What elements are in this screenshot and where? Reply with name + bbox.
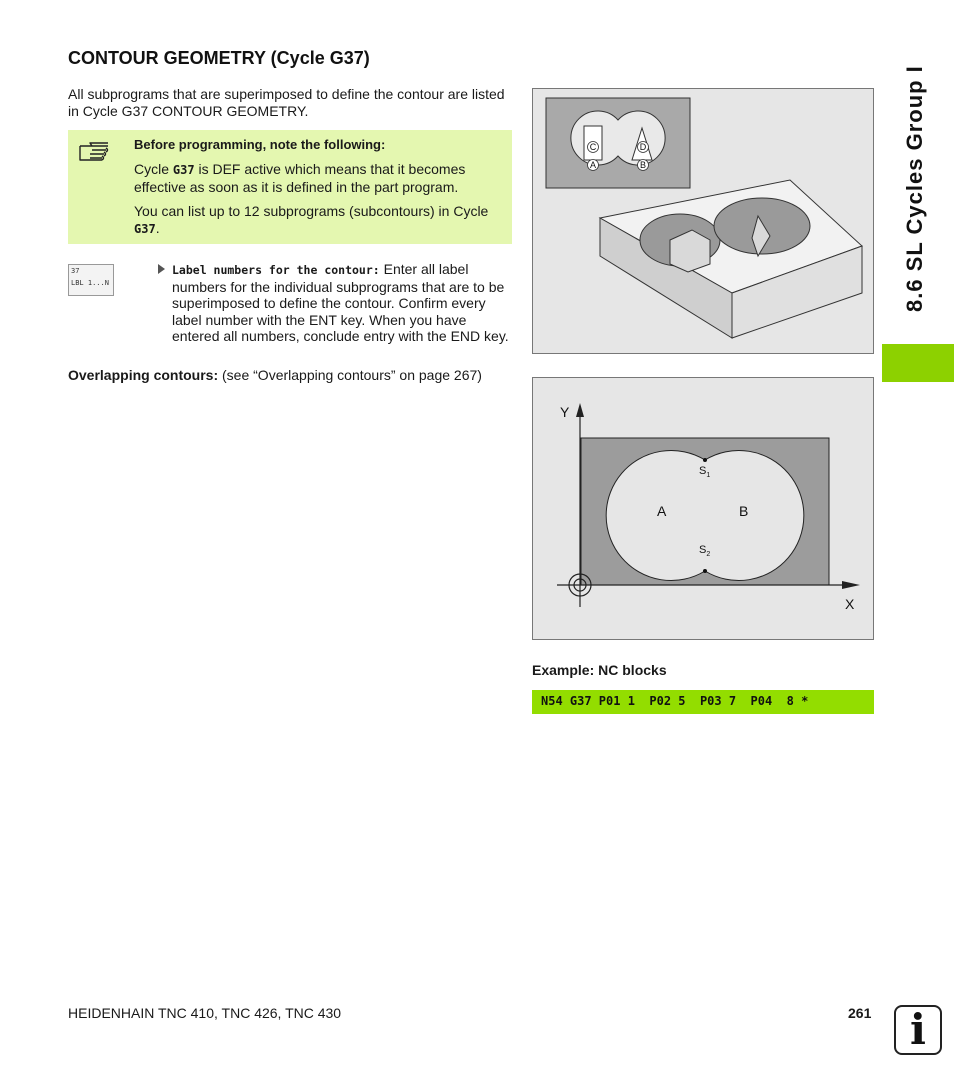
note-p1-pre: Cycle bbox=[134, 161, 173, 177]
inset-label-b: B bbox=[639, 160, 647, 170]
parameter-label: Label numbers for the contour: bbox=[172, 263, 380, 277]
contour-geometry-softkey bbox=[68, 264, 114, 296]
note-p2-pre: You can list up to 12 subprograms (subcontours) in Cycle bbox=[134, 203, 489, 219]
pointing-hand-icon bbox=[78, 140, 112, 164]
nc-code-block bbox=[532, 690, 874, 714]
region-a-label: A bbox=[657, 503, 667, 519]
chapter-marker bbox=[882, 344, 954, 382]
axis-x-label: X bbox=[845, 596, 855, 612]
overlapping-label: Overlapping contours: bbox=[68, 367, 219, 383]
footer-text: HEIDENHAIN TNC 410, TNC 426, TNC 430 bbox=[68, 1005, 342, 1021]
softkey-line-1: 37 bbox=[71, 267, 80, 275]
overlap-figure bbox=[532, 377, 874, 640]
note-p1-post: is DEF active which means that it becomes effective as soon as it is defined in the part program. bbox=[134, 161, 466, 195]
intro-text: All subprograms that are superimposed to define the contour are listed in Cycle G37 CONTOUR GEOMETRY. bbox=[68, 86, 505, 119]
example-heading: Example: NC blocks bbox=[532, 662, 667, 678]
nc-code-line: N54 G37 P01 1 P02 5 P03 7 P04 8 * bbox=[541, 694, 809, 708]
note-p2-code: G37 bbox=[134, 222, 156, 236]
softkey-line-2: LBL 1...N bbox=[71, 279, 109, 287]
point-s2 bbox=[703, 569, 707, 573]
note-paragraph-1 bbox=[134, 161, 504, 196]
note-p1-code: G37 bbox=[172, 163, 195, 177]
info-glyph: i bbox=[910, 1005, 926, 1054]
inset-label-a: A bbox=[589, 160, 597, 170]
info-icon bbox=[894, 1005, 942, 1055]
overlapping-contours-note bbox=[68, 367, 482, 383]
inset-label-d: D bbox=[639, 142, 647, 152]
triangle-right-icon bbox=[158, 264, 165, 274]
s1-label: $S_1$ bbox=[699, 465, 711, 479]
side-tab-text: 8.6 SL Cycles Group I bbox=[902, 65, 927, 312]
overlapping-text: (see “Overlapping contours” on page 267) bbox=[218, 367, 482, 383]
chapter-side-tab bbox=[882, 60, 942, 330]
region-b-label: B bbox=[739, 503, 749, 519]
s2-label: $S_2$ bbox=[699, 544, 711, 558]
note-box bbox=[68, 130, 512, 244]
note-heading: Before programming, note the following: bbox=[134, 137, 386, 152]
parameter-body: Enter all label numbers for the individual subprograms that are to be superimposed to define the contour. Confirm every label number with the ENT key. When you have entered all numbers, conclude entry with the END key. bbox=[172, 261, 509, 344]
axis-y-label: Y bbox=[560, 404, 570, 420]
workpiece-figure bbox=[532, 88, 874, 354]
note-p2-post: . bbox=[155, 220, 160, 236]
parameter-text bbox=[172, 261, 512, 345]
page-number: 261 bbox=[848, 1005, 872, 1021]
point-s1 bbox=[703, 458, 707, 462]
inset-label-c: C bbox=[589, 142, 597, 152]
page-title: CONTOUR GEOMETRY (Cycle G37) bbox=[68, 48, 370, 68]
note-paragraph-2 bbox=[134, 203, 504, 238]
